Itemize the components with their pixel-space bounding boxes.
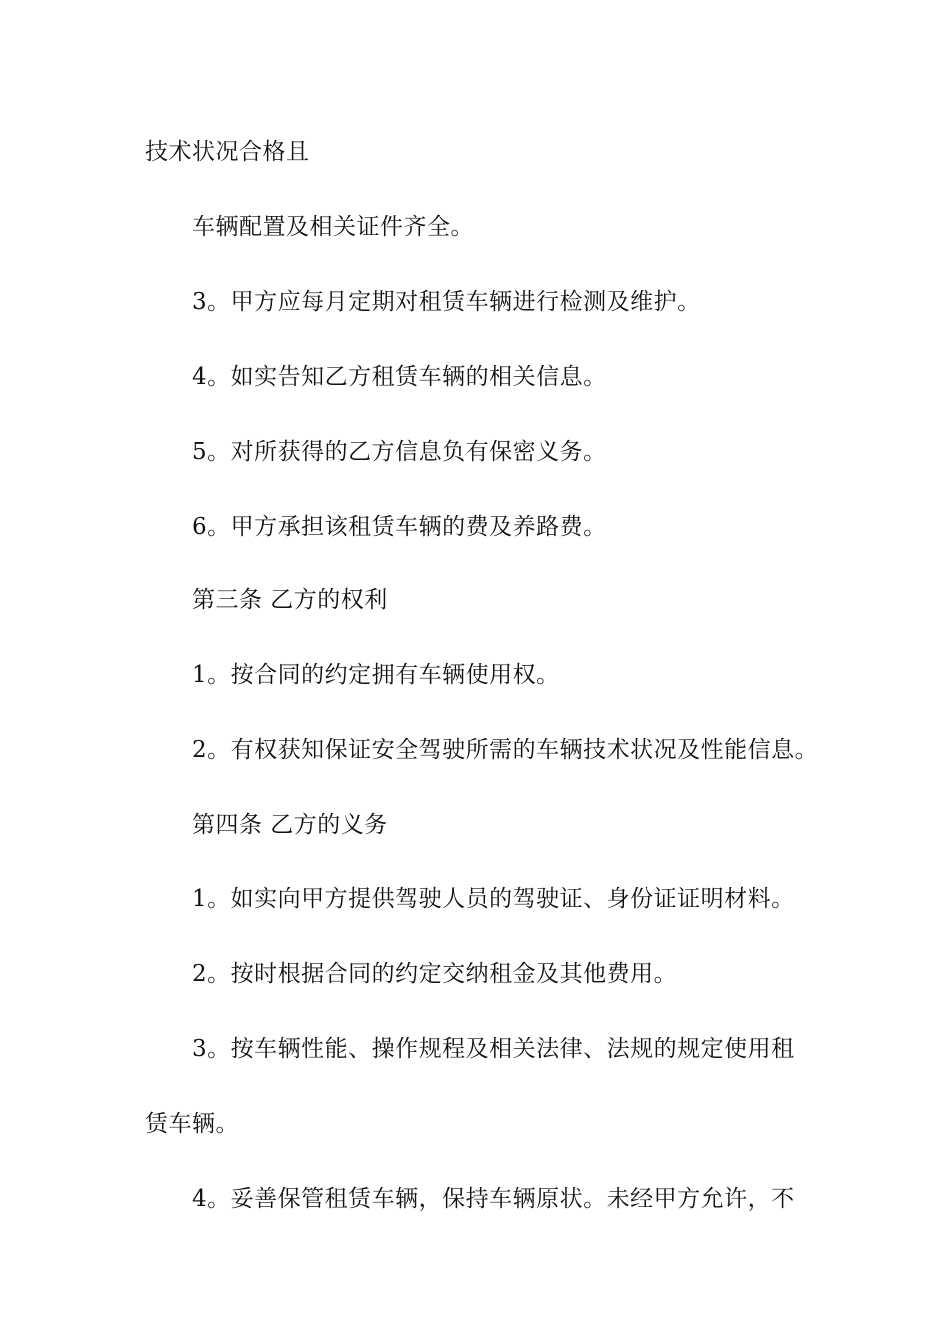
list-item-lessee-duty-2: 2。按时根据合同的约定交纳租金及其他费用。 (192, 961, 678, 987)
text-line-paragraph: 车辆配置及相关证件齐全。 (192, 214, 474, 240)
section-heading-article-4: 第四条 乙方的义务 (192, 812, 388, 838)
list-item-lessee-duty-3: 3。按车辆性能、操作规程及相关法律、法规的规定使用租 (192, 1036, 795, 1062)
list-item-lessee-duty-1: 1。如实向甲方提供驾驶人员的驾驶证、身份证证明材料。 (192, 886, 795, 912)
text-line-continuation: 技术状况合格且 (145, 139, 310, 165)
list-item-lessor-duty-4: 4。如实告知乙方租赁车辆的相关信息。 (192, 364, 607, 390)
section-heading-article-3: 第三条 乙方的权利 (192, 587, 388, 613)
text-line-continuation: 赁车辆。 (145, 1111, 239, 1137)
list-item-lessor-duty-6: 6。甲方承担该租赁车辆的费及养路费。 (192, 514, 607, 540)
list-item-lessor-duty-3: 3。甲方应每月定期对租赁车辆进行检测及维护。 (192, 289, 701, 315)
list-item-lessor-duty-5: 5。对所获得的乙方信息负有保密义务。 (192, 439, 607, 465)
list-item-lessee-right-1: 1。按合同的约定拥有车辆使用权。 (192, 662, 560, 688)
list-item-lessee-right-2: 2。有权获知保证安全驾驶所需的车辆技术状况及性能信息。 (192, 737, 819, 763)
list-item-lessee-duty-4: 4。妥善保管租赁车辆，保持车辆原状。未经甲方允许，不 (192, 1186, 795, 1212)
